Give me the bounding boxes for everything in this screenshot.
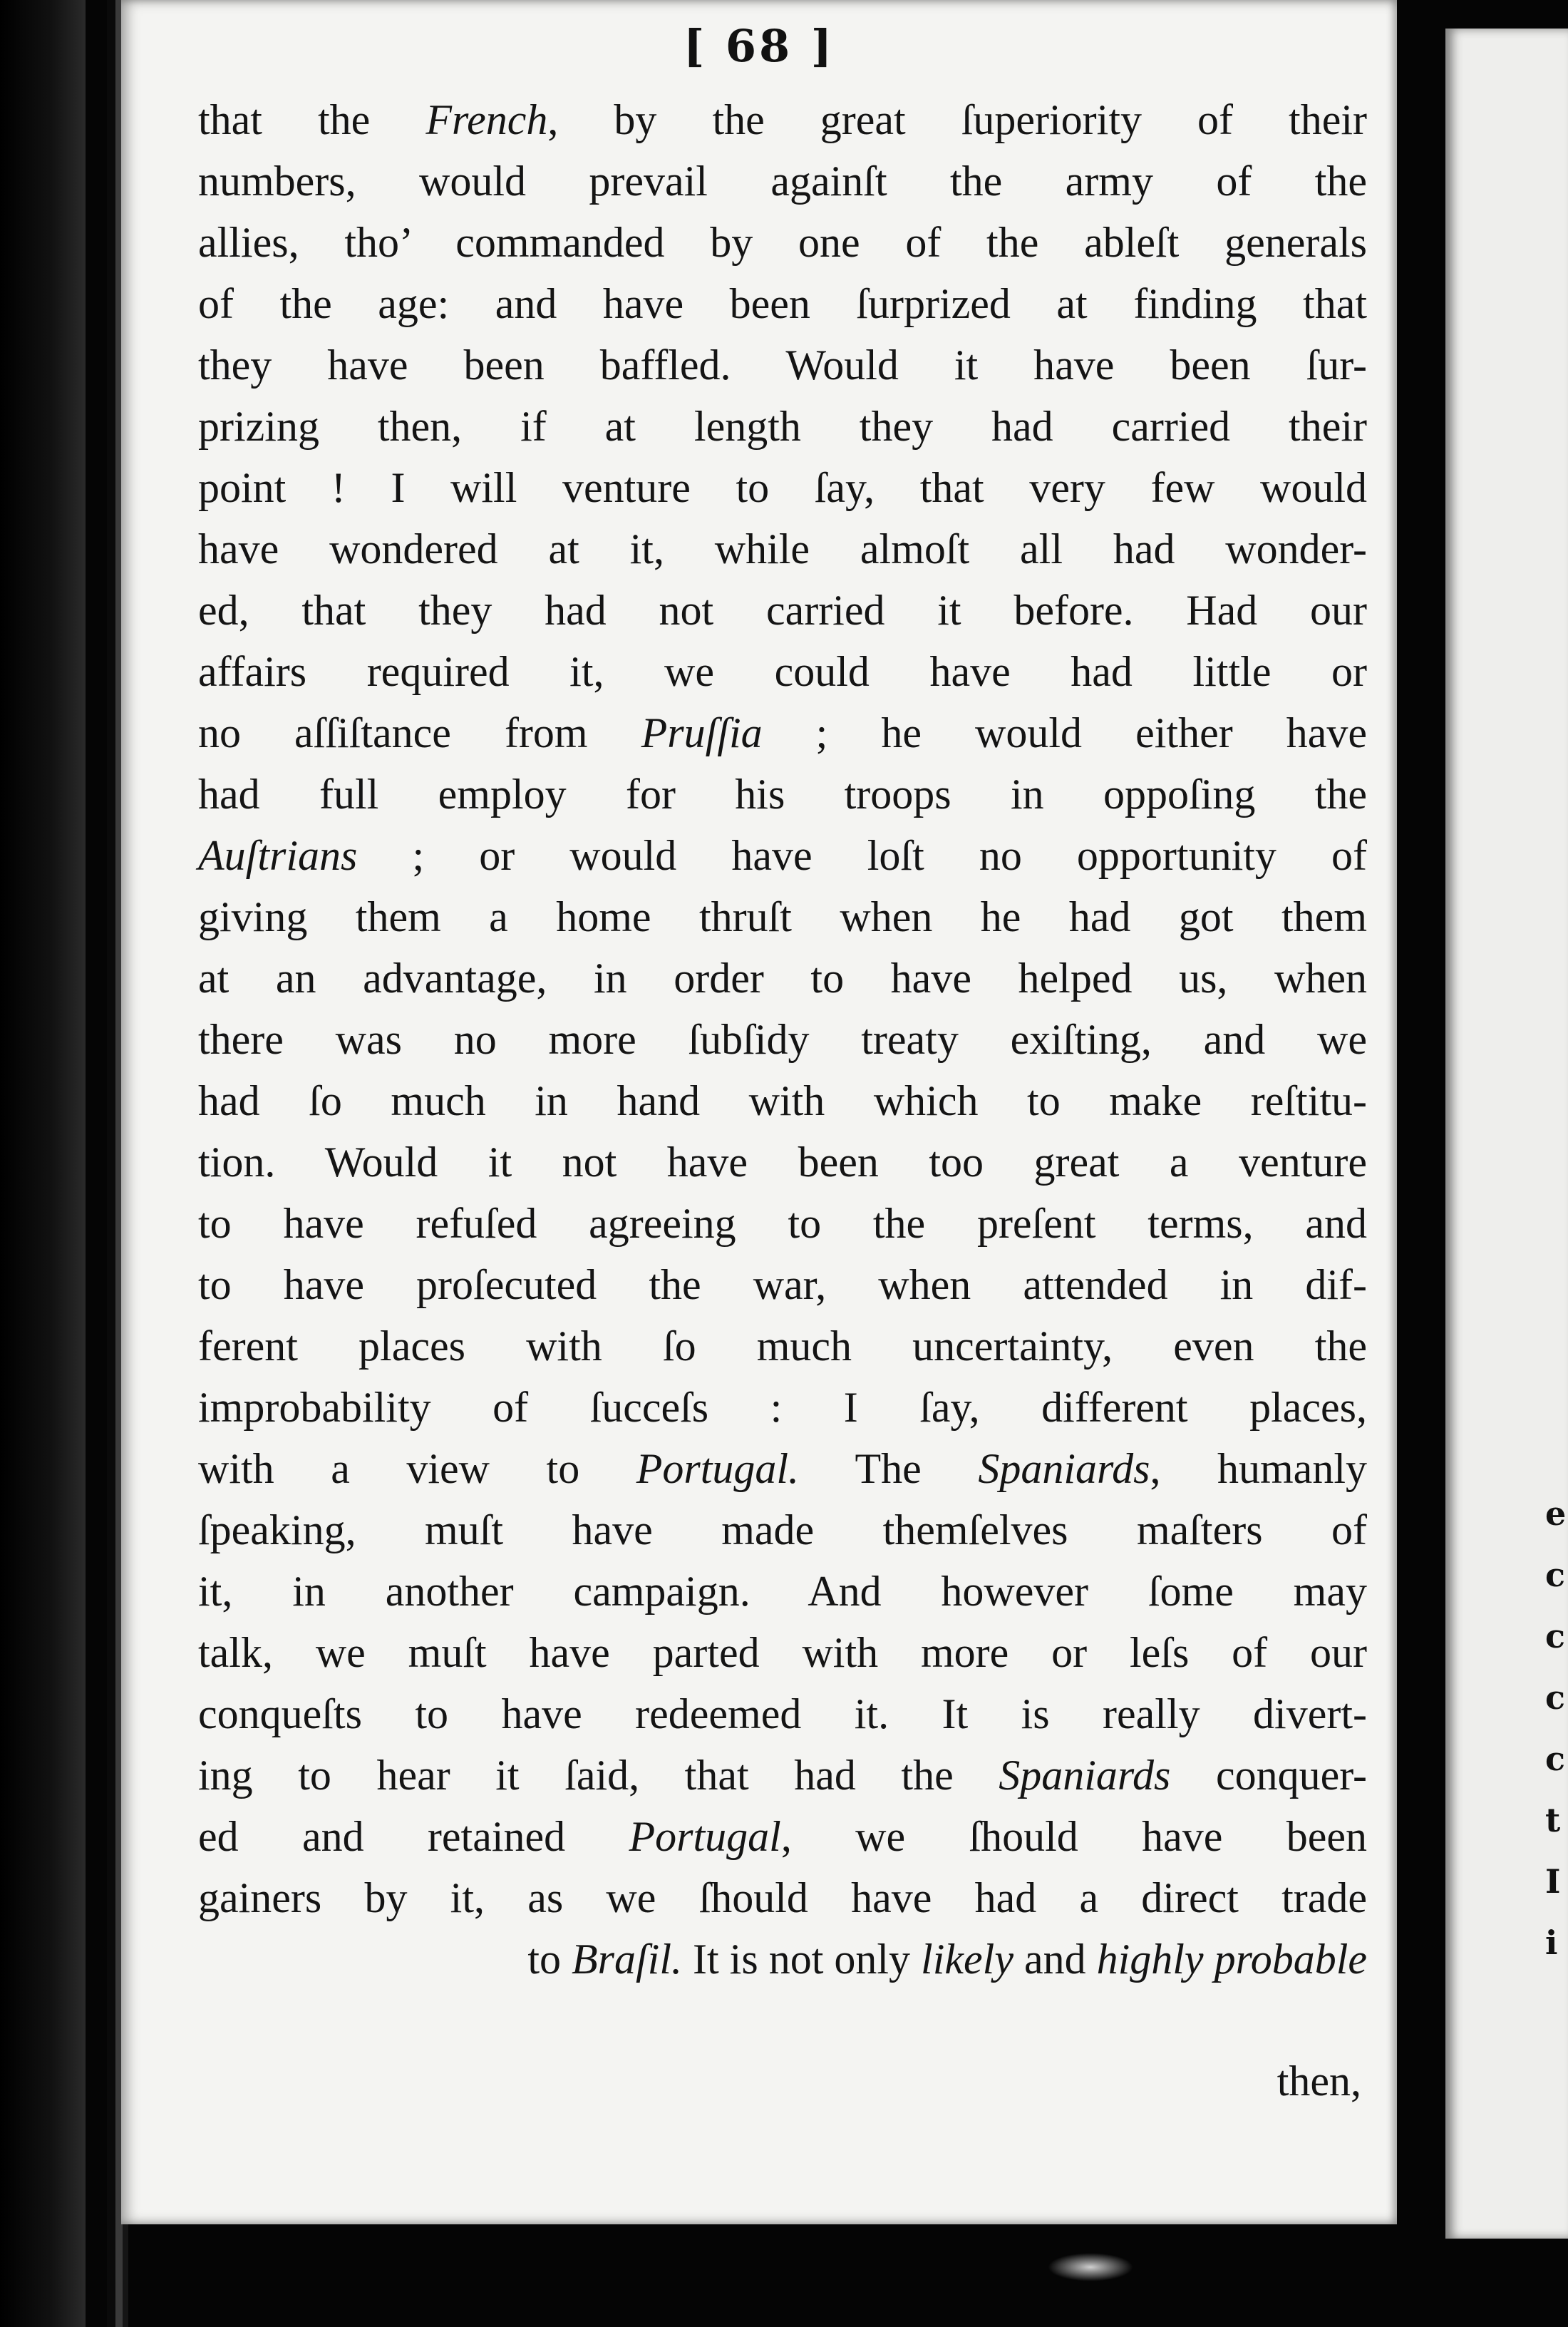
- italic-text: Spaniards: [978, 1445, 1150, 1492]
- text-line: [198, 518, 1367, 580]
- text-run: , we ſhould have been: [780, 1813, 1367, 1860]
- italic-text: Braſil.: [572, 1936, 683, 1983]
- text-run: gainers by it, as we ſhould have had a direct trade: [198, 1874, 1367, 1921]
- text-line: [198, 1438, 1367, 1499]
- facing-page-letter: c: [1545, 1678, 1566, 1717]
- text-line: [198, 1070, 1367, 1131]
- text-run: no aſſiſtance from: [198, 709, 641, 756]
- text-line: [198, 1928, 1367, 1990]
- text-line: [198, 702, 1367, 764]
- body-text: [198, 89, 1367, 1990]
- text-run: ſpeaking, muſt have made themſelves maſters of: [198, 1506, 1367, 1553]
- text-run: had full employ for his troops in oppoſing the: [198, 771, 1367, 818]
- text-line: [198, 1315, 1367, 1377]
- text-run: allies, tho’ commanded by one of the ableſt generals: [198, 219, 1367, 266]
- text-run: with a view to: [198, 1445, 636, 1492]
- text-line: [198, 457, 1367, 518]
- text-line: [198, 1499, 1367, 1561]
- facing-page-letter: c: [1545, 1556, 1566, 1594]
- text-run: prizing then, if at length they had carried their: [198, 403, 1367, 450]
- italic-text: French: [425, 96, 548, 143]
- text-line: [198, 1683, 1367, 1745]
- text-run: have wondered at it, while almoſt all had wonder-: [198, 525, 1367, 572]
- italic-text: Auſtrians: [198, 832, 358, 879]
- text-line: [198, 396, 1367, 457]
- italic-text: Portugal.: [636, 1445, 800, 1492]
- facing-page-letters: [1545, 1483, 1568, 2096]
- text-run: giving them a home thruſt when he had got them: [198, 893, 1367, 940]
- text-line: [198, 1193, 1367, 1254]
- italic-text: Pruſſia: [641, 709, 763, 756]
- text-line: [198, 89, 1367, 150]
- page-gutter: [107, 0, 115, 2327]
- facing-page-letter: i: [1545, 1923, 1558, 1962]
- text-run: and: [1013, 1936, 1097, 1983]
- text-line: [198, 1867, 1367, 1928]
- text-line: [198, 947, 1367, 1009]
- text-run: ; or would have loſt no opportunity of: [357, 832, 1367, 879]
- text-line: [198, 1561, 1367, 1622]
- text-run: at an advantage, in order to have helped us, when: [198, 955, 1367, 1002]
- text-line: [198, 825, 1367, 886]
- text-line: [198, 1806, 1367, 1867]
- italic-text: likely: [921, 1936, 1013, 1983]
- text-run: , humanly: [1150, 1445, 1367, 1492]
- text-run: to have refuſed agreeing to the preſent terms, and: [198, 1200, 1367, 1247]
- text-line: [198, 1009, 1367, 1070]
- text-line: [198, 1377, 1367, 1438]
- text-run: numbers, would prevail againſt the army of the: [198, 158, 1367, 205]
- text-run: tion. Would it not have been too great a venture: [198, 1139, 1367, 1186]
- text-run: It is not only: [682, 1936, 922, 1983]
- facing-page-letter: t: [1545, 1801, 1561, 1839]
- book-binding-edge: [0, 0, 86, 2327]
- text-line: [198, 273, 1367, 334]
- text-line: [198, 150, 1367, 212]
- italic-text: Portugal: [629, 1813, 781, 1860]
- bottom-smudge: [1048, 2253, 1133, 2281]
- book-page: [121, 0, 1397, 2224]
- text-run: ; he would either have: [762, 709, 1367, 756]
- text-run: to have proſecuted the war, when attended in dif-: [198, 1261, 1367, 1308]
- italic-text: highly probable: [1096, 1936, 1367, 1983]
- facing-page-letter: c: [1545, 1740, 1566, 1778]
- text-line: [198, 334, 1367, 396]
- text-line: [198, 580, 1367, 641]
- text-run: it, in another campaign. And however ſome may: [198, 1568, 1367, 1615]
- text-line: [198, 1745, 1367, 1806]
- text-line: [198, 212, 1367, 273]
- text-run: ing to hear it ſaid, that had the: [198, 1752, 999, 1799]
- page-number: [ 68 ]: [683, 20, 835, 72]
- text-line: [198, 1131, 1367, 1193]
- text-line: [198, 641, 1367, 702]
- facing-page-letter: I: [1545, 1862, 1561, 1901]
- text-line: [198, 886, 1367, 947]
- text-line: [198, 1622, 1367, 1683]
- text-run: improbability of ſucceſs : I ſay, different places,: [198, 1384, 1367, 1431]
- text-line: [198, 1254, 1367, 1315]
- facing-page-letter: e: [1545, 1494, 1567, 1533]
- text-run: point ! I will venture to ſay, that very few would: [198, 464, 1367, 511]
- text-run: conqueſts to have redeemed it. It is really divert-: [198, 1690, 1367, 1737]
- text-run: there was no more ſubſidy treaty exiſting, and we: [198, 1016, 1367, 1063]
- text-run: of the age: and have been ſurprized at finding that: [198, 280, 1367, 327]
- text-run: that the: [198, 96, 426, 143]
- text-run: , by the great ſuperiority of their: [547, 96, 1367, 143]
- text-run: ferent places with ſo much uncertainty, even the: [198, 1322, 1367, 1370]
- text-run: talk, we muſt have parted with more or leſs of our: [198, 1629, 1367, 1676]
- text-run: to: [527, 1936, 572, 1983]
- catchword: then,: [1276, 2058, 1361, 2105]
- text-run: conquer-: [1170, 1752, 1368, 1799]
- text-run: The: [799, 1445, 979, 1492]
- text-run: they have been baffled. Would it have been ſur-: [198, 341, 1367, 389]
- text-run: ed and retained: [198, 1813, 629, 1860]
- facing-page-letter: c: [1545, 1617, 1566, 1655]
- text-run: had ſo much in hand with which to make reſtitu-: [198, 1077, 1367, 1124]
- text-run: affairs required it, we could have had little or: [198, 648, 1367, 695]
- italic-text: Spaniards: [999, 1752, 1171, 1799]
- text-run: ed, that they had not carried it before. Had our: [198, 587, 1367, 634]
- text-line: [198, 764, 1367, 825]
